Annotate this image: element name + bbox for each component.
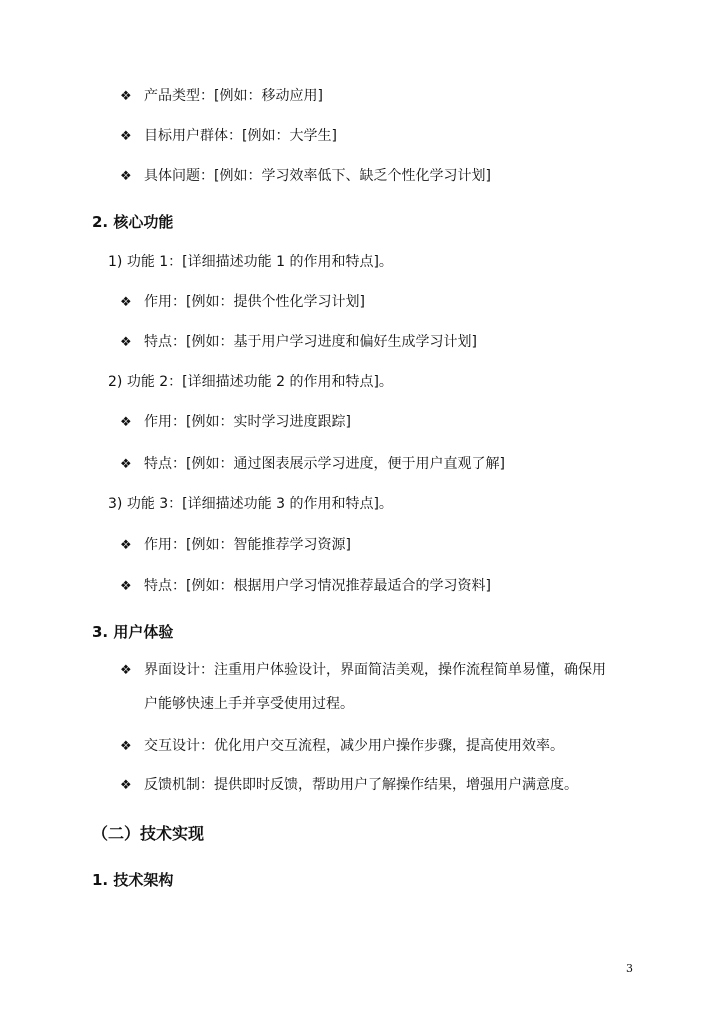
diamond-bullet-icon: ❖ [120, 89, 132, 104]
list-item: ❖ 反馈机制：提供即时反馈，帮助用户了解操作结果，增强用户满意度。 [120, 775, 578, 796]
list-item: ❖ 作用：[例如：实时学习进度跟踪] [120, 412, 351, 433]
section-heading: 2. 核心功能 [92, 213, 174, 231]
page-number: 3 [626, 962, 633, 975]
list-item: ❖ 特点：[例如：基于用户学习进度和偏好生成学习计划] [120, 332, 477, 353]
feature-heading: 1) 功能 1：[详细描述功能 1 的作用和特点]。 [108, 254, 393, 270]
list-item: ❖ 界面设计：注重用户体验设计，界面简洁美观，操作流程简单易懂，确保用 [120, 660, 606, 681]
list-item: ❖ 交互设计：优化用户交互流程，减少用户操作步骤，提高使用效率。 [120, 736, 564, 757]
list-item: ❖ 产品类型：[例如：移动应用] [120, 86, 323, 107]
diamond-bullet-icon: ❖ [120, 739, 132, 754]
list-item: ❖ 特点：[例如：根据用户学习情况推荐最适合的学习资料] [120, 576, 491, 597]
diamond-bullet-icon: ❖ [120, 778, 132, 793]
diamond-bullet-icon: ❖ [120, 335, 132, 350]
list-item-continuation: 户能够快速上手并享受使用过程。 [144, 696, 354, 712]
feature-heading: 2) 功能 2：[详细描述功能 2 的作用和特点]。 [108, 374, 393, 390]
diamond-bullet-icon: ❖ [120, 415, 132, 430]
list-item: ❖ 特点：[例如：通过图表展示学习进度，便于用户直观了解] [120, 454, 505, 475]
list-item: ❖ 目标用户群体：[例如：大学生] [120, 126, 337, 147]
list-item: ❖ 具体问题：[例如：学习效率低下、缺乏个性化学习计划] [120, 166, 491, 187]
diamond-bullet-icon: ❖ [120, 457, 132, 472]
diamond-bullet-icon: ❖ [120, 129, 132, 144]
diamond-bullet-icon: ❖ [120, 579, 132, 594]
diamond-bullet-icon: ❖ [120, 538, 132, 553]
diamond-bullet-icon: ❖ [120, 295, 132, 310]
list-item: ❖ 作用：[例如：智能推荐学习资源] [120, 535, 351, 556]
section-heading: 3. 用户体验 [92, 623, 174, 641]
diamond-bullet-icon: ❖ [120, 169, 132, 184]
section-heading: 1. 技术架构 [92, 871, 174, 889]
diamond-bullet-icon: ❖ [120, 663, 132, 678]
feature-heading: 3) 功能 3：[详细描述功能 3 的作用和特点]。 [108, 496, 393, 512]
list-item: ❖ 作用：[例如：提供个性化学习计划] [120, 292, 365, 313]
part-heading: （二）技术实现 [92, 824, 205, 843]
